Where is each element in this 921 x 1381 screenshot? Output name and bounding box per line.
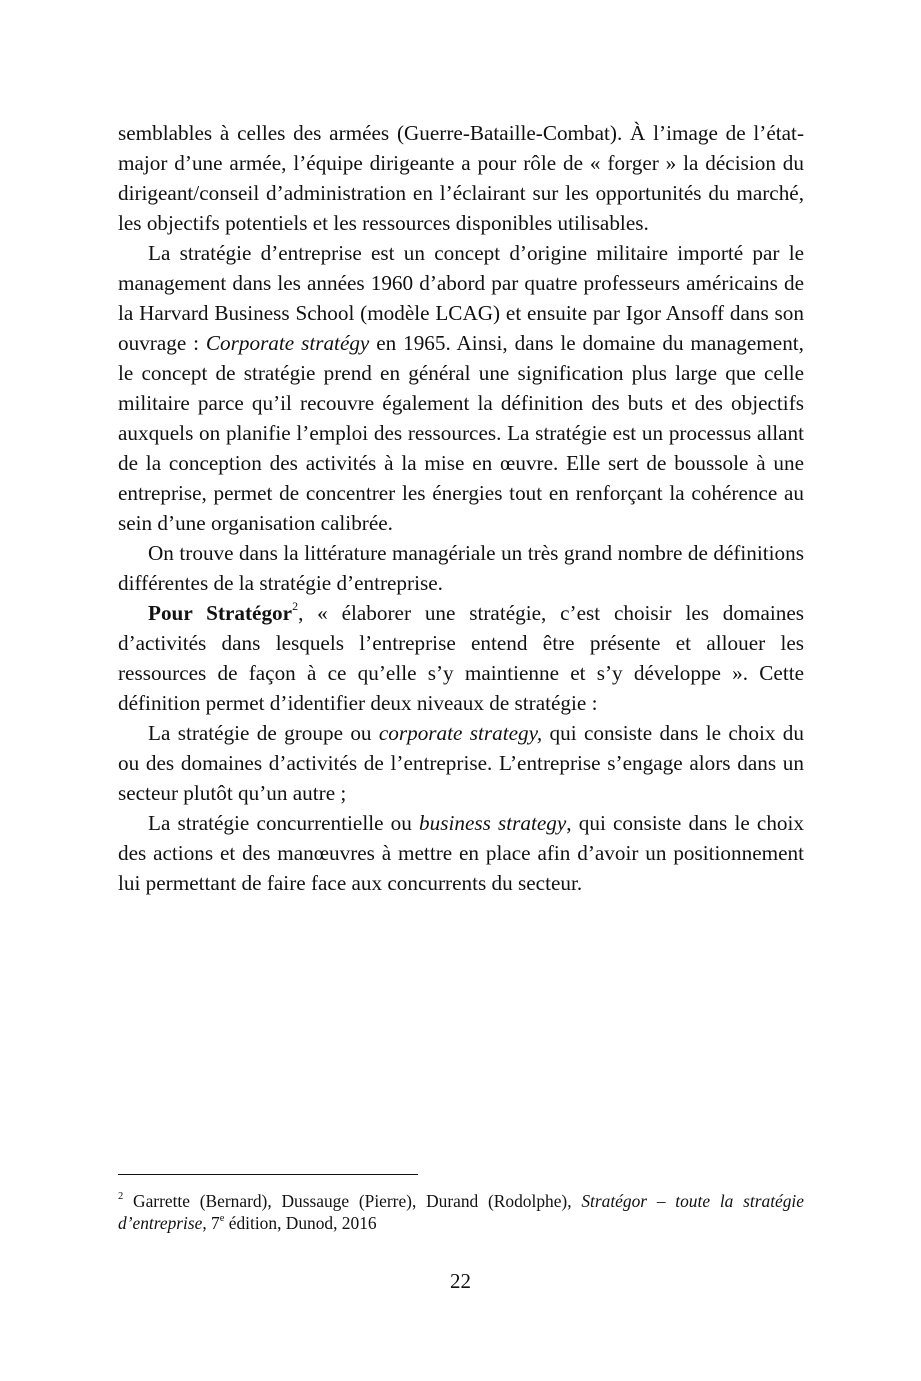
paragraph-6 bbox=[118, 808, 804, 898]
footnote-title: Stratégor – toute la stratégie d’entreprise bbox=[118, 1191, 804, 1233]
paragraph-4 bbox=[118, 598, 804, 718]
paragraph-6-text-a: La stratégie concurrentielle ou bbox=[148, 811, 420, 835]
paragraph-5 bbox=[118, 718, 804, 808]
paragraph-5-text-a: La stratégie de groupe ou bbox=[148, 721, 379, 745]
footnote-2 bbox=[118, 1190, 804, 1234]
paragraph-4-bold-lead: Pour Stratégor bbox=[148, 601, 293, 625]
page-body bbox=[118, 118, 804, 898]
paragraph-5-term: corporate strategy, bbox=[378, 721, 543, 745]
paragraph-6-text-c: , qui consiste dans le choix des actions et des manœuvres à mettre en place afin d’avoir un positionnement lui permettant de faire face aux concurrents du secteur. bbox=[118, 811, 804, 895]
footnote-text-c: édition, Dunod, 2016 bbox=[224, 1213, 377, 1233]
paragraph-3: On trouve dans la littérature managériale un très grand nombre de définitions différentes de la stratégie d’entreprise. bbox=[118, 541, 804, 595]
footnote-number: 2 bbox=[118, 1191, 124, 1203]
paragraph-1: semblables à celles des armées (Guerre-Bataille-Combat). À l’image de l’état-major d’une armée, l’équipe dirigeante a pour rôle de « forger » la décision du dirigeant/conseil d’administration en l’éclairant sur les opportunités du marché, les objectifs potentiels et les ressources disponibles utilisables. bbox=[118, 121, 804, 235]
page-number: 22 bbox=[450, 1269, 471, 1293]
footnote-edition-sup: e bbox=[219, 1213, 225, 1225]
paragraph-6-term: business strategy bbox=[419, 811, 567, 835]
paragraph-2-text-c: en 1965. Ainsi, dans le domaine du management, le concept de stratégie prend en général une signification plus large que celle militaire parce qu’il recouvre également la définition des buts et des objectifs auxquels on planifie l’emploi des ressources. La stratégie est un processus allant de la conception des activités à la mise en œuvre. Elle sert de boussole à une entreprise, permet de concentrer les énergies tout en renforçant la cohérence au sein d’une organisation calibrée. bbox=[118, 331, 804, 535]
footnote-text-b: , 7 bbox=[202, 1213, 220, 1233]
paragraph-2-text-a: La stratégie d’entreprise est un concept d’origine militaire importé par le management dans les années 1960 d’abord par quatre professeurs américains de la Harvard Business School (modèle LCAG) et ensuite par Igor Ansoff dans son ouvrage : bbox=[118, 241, 804, 355]
paragraph-5-text-c: qui consiste dans le choix du ou des domaines d’activités de l’entreprise. L’entreprise s’engage alors dans un secteur plutôt qu’un autre ; bbox=[118, 721, 804, 805]
footnote-reference[interactable]: 2 bbox=[292, 598, 299, 613]
paragraph-4-text: , « élaborer une stratégie, c’est choisir les domaines d’activités dans lesquels l’entreprise entend être présente et allouer les ressources de façon à ce qu’elle s’y maintienne et s’y développe ». Cette définition permet d’identifier deux niveaux de stratégie : bbox=[118, 601, 805, 715]
paragraph-2-book-title: Corporate stratégy bbox=[205, 331, 370, 355]
footnote-separator bbox=[118, 1174, 418, 1175]
paragraph-2 bbox=[118, 238, 804, 538]
footnote-text-a: Garrette (Bernard), Dussauge (Pierre), Durand (Rodolphe), bbox=[123, 1191, 582, 1211]
